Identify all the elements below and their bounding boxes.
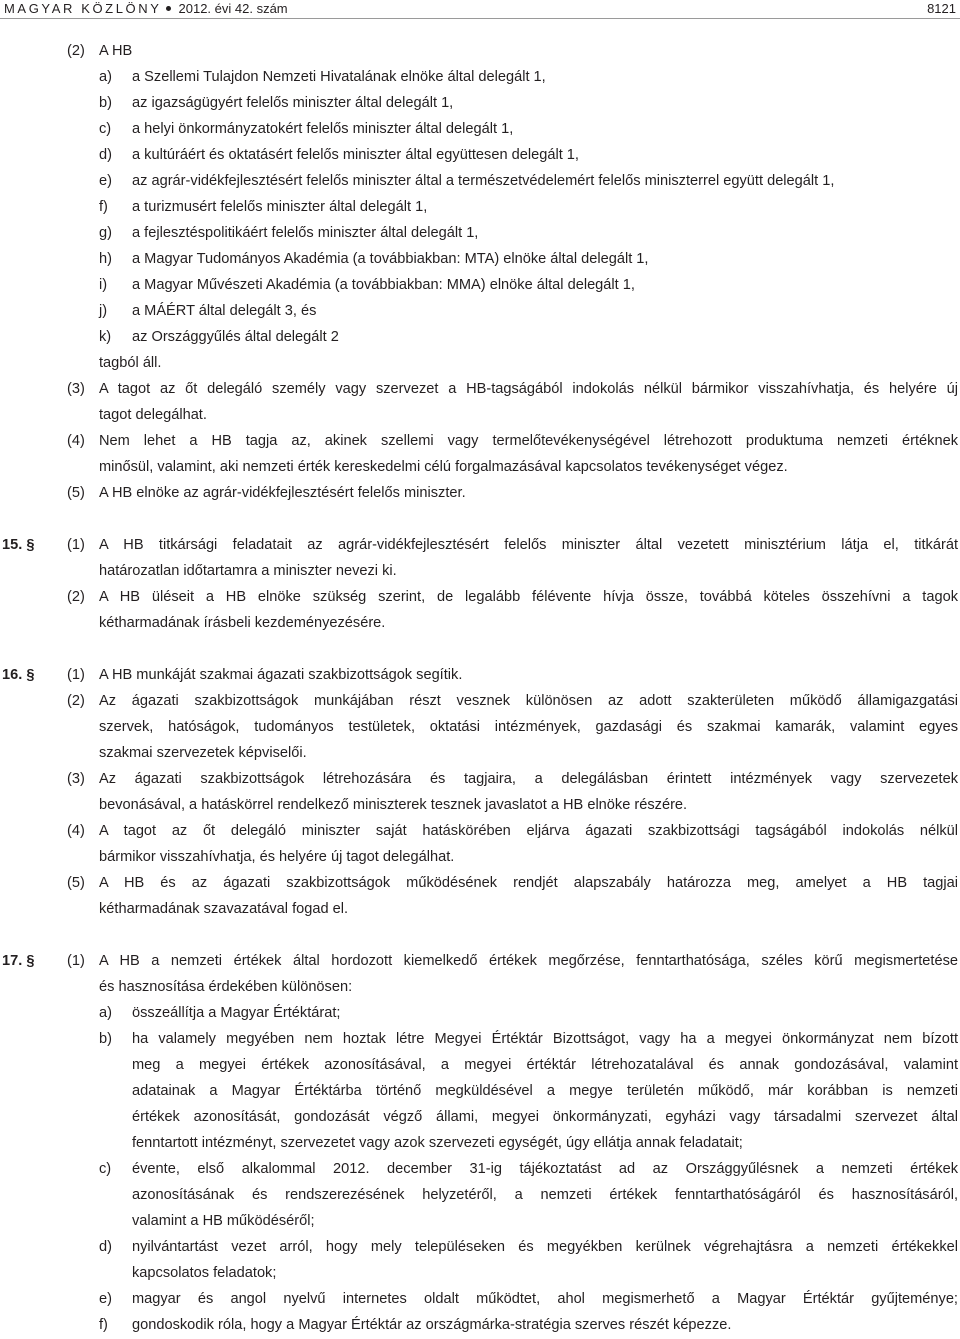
text-line bbox=[0, 1261, 960, 1287]
line-text: A tagot az őt delegáló miniszter saját hatáskörében eljárva ágazati szakbizottsági tagságából indokolás nélkül bbox=[99, 823, 958, 839]
line-text: azonosításának és rendszerezésének helyzetéről, a nemzeti értékek fenntarthatóságáról és hasznosításáról, bbox=[132, 1187, 958, 1203]
text-line bbox=[0, 65, 960, 91]
line-text: Az ágazati szakbizottságok munkájában részt vesznek különösen az adott szakterületen működő államigazgatási bbox=[99, 693, 958, 709]
item-letter: b) bbox=[99, 1031, 112, 1047]
line-text: A HB és az ágazati szakbizottságok működésének rendjét alapszabály határozza meg, amelyet a HB tagjai bbox=[99, 875, 958, 891]
item-letter: c) bbox=[99, 121, 112, 137]
line-text: a Magyar Tudományos Akadémia (a továbbiakban: MTA) elnöke által delegált 1, bbox=[132, 251, 649, 267]
text-line bbox=[0, 767, 960, 793]
line-text: Nem lehet a HB tagja az, akinek szellemi vagy termelőtevékenységével létrehozott produktuma nemzeti értéknek bbox=[99, 433, 958, 449]
paragraph-number: (2) bbox=[67, 43, 85, 59]
text-line bbox=[0, 897, 960, 923]
line-text: a kultúráért és oktatásért felelős miniszter által együttesen delegált 1, bbox=[132, 147, 579, 163]
issue-label: 2012. évi 42. szám bbox=[178, 1, 288, 16]
text-line bbox=[0, 221, 960, 247]
line-text: A HB elnöke az agrár-vidékfejlesztésért felelős miniszter. bbox=[99, 485, 466, 501]
text-line bbox=[0, 1027, 960, 1053]
text-line bbox=[0, 377, 960, 403]
paragraph-number: (4) bbox=[67, 433, 85, 449]
line-text: szakmai szervezetek képviselői. bbox=[99, 745, 307, 761]
item-letter: i) bbox=[99, 277, 108, 293]
text-line bbox=[0, 663, 960, 689]
line-text: kétharmadának szavazatával fogad el. bbox=[99, 901, 349, 917]
line-text: meg a megyei értékek azonosításával, a megyei értéktár létrehozatalával és annak gondozásával, valamint bbox=[132, 1057, 958, 1073]
paragraph-number: (4) bbox=[67, 823, 85, 839]
section-number: 17. § bbox=[2, 953, 35, 969]
item-letter: d) bbox=[99, 1239, 112, 1255]
line-text: a fejlesztéspolitikáért felelős miniszter által delegált 1, bbox=[132, 225, 479, 241]
line-text: ha valamely megyében nem hoztak létre Megyei Értéktár Bizottságot, vagy ha a megyei önkormányzat nem bízott bbox=[132, 1031, 958, 1047]
line-text: A HB a nemzeti értékek által hordozott kiemelkedő értékek megőrzése, fenntarthatósága, széles körű megismertetése bbox=[99, 953, 958, 969]
header-rule bbox=[0, 18, 960, 19]
item-letter: e) bbox=[99, 1291, 112, 1307]
item-letter: a) bbox=[99, 69, 112, 85]
text-line bbox=[0, 143, 960, 169]
running-header bbox=[0, 0, 960, 20]
section-number: 15. § bbox=[2, 537, 35, 553]
text-line bbox=[0, 689, 960, 715]
text-line bbox=[0, 533, 960, 559]
item-letter: f) bbox=[99, 199, 108, 215]
line-text: szervek, hatóságok, tudományos testületek, oktatási intézmények, gazdasági és szakmai kamarák, valamint egyes bbox=[99, 719, 958, 735]
text-line bbox=[0, 117, 960, 143]
text-line bbox=[0, 1157, 960, 1183]
text-line bbox=[0, 1235, 960, 1261]
text-line bbox=[0, 1313, 960, 1339]
text-line bbox=[0, 741, 960, 767]
line-text: a Magyar Művészeti Akadémia (a továbbiakban: MMA) elnöke által delegált 1, bbox=[132, 277, 635, 293]
item-letter: j) bbox=[99, 303, 108, 319]
line-text: bármikor visszahívhatja, és helyére új tagot delegálhat. bbox=[99, 849, 455, 865]
text-line bbox=[0, 91, 960, 117]
line-text: a helyi önkormányzatokért felelős miniszter által delegált 1, bbox=[132, 121, 514, 137]
line-text: az igazságügyért felelős miniszter által delegált 1, bbox=[132, 95, 454, 111]
text-line bbox=[0, 1105, 960, 1131]
line-text: magyar és angol nyelvű internetes oldalt működtet, ahol megismerhető a Magyar Értéktár gyűjteménye; bbox=[132, 1291, 958, 1307]
line-text: összeállítja a Magyar Értéktárat; bbox=[132, 1005, 341, 1021]
item-letter: h) bbox=[99, 251, 112, 267]
text-line bbox=[0, 455, 960, 481]
text-line bbox=[0, 273, 960, 299]
item-letter: f) bbox=[99, 1317, 108, 1333]
paragraph-number: (2) bbox=[67, 693, 85, 709]
paragraph-number: (1) bbox=[67, 667, 85, 683]
line-text: A tagot az őt delegáló személy vagy szervezet a HB-tagságából indokolás nélkül bármikor visszahívhatja, és helyére új bbox=[99, 381, 958, 397]
item-letter: g) bbox=[99, 225, 112, 241]
text-line bbox=[0, 585, 960, 611]
text-line bbox=[0, 715, 960, 741]
paragraph-number: (5) bbox=[67, 485, 85, 501]
text-line bbox=[0, 1287, 960, 1313]
text-line bbox=[0, 169, 960, 195]
text-line bbox=[0, 1079, 960, 1105]
line-text: kétharmadának írásbeli kezdeményezésére. bbox=[99, 615, 386, 631]
text-line bbox=[0, 975, 960, 1001]
text-line bbox=[0, 949, 960, 975]
line-text: gondoskodik róla, hogy a Magyar Értéktár az országmárka-stratégia szerves részét képezze. bbox=[132, 1317, 732, 1333]
item-letter: c) bbox=[99, 1161, 112, 1177]
paragraph-number: (2) bbox=[67, 589, 85, 605]
item-letter: e) bbox=[99, 173, 112, 189]
line-text: értékek azonosítását, gondozását végző állami, megyei önkormányzati, egyházi vagy társadalmi szervezet által bbox=[132, 1109, 958, 1125]
text-line bbox=[0, 195, 960, 221]
paragraph-number: (3) bbox=[67, 381, 85, 397]
text-line bbox=[0, 611, 960, 637]
text-line bbox=[0, 403, 960, 429]
line-text: valamint a HB működéséről; bbox=[132, 1213, 315, 1229]
text-line bbox=[0, 481, 960, 507]
text-line bbox=[0, 819, 960, 845]
paragraph-number: (3) bbox=[67, 771, 85, 787]
line-text: A HB titkársági feladatait az agrár-vidékfejlesztésért felelős miniszter által vezetett minisztérium látja el, titkárát bbox=[99, 537, 958, 553]
text-line bbox=[0, 39, 960, 65]
bullet-separator bbox=[166, 6, 171, 11]
text-line bbox=[0, 1053, 960, 1079]
line-text: határozatlan időtartamra a miniszter nevezi ki. bbox=[99, 563, 397, 579]
line-text: évente, első alkalommal 2012. december 31-ig tájékoztatást ad az Országgyűlésnek a nemzeti értékek bbox=[132, 1161, 958, 1177]
journal-name: MAGYAR KÖZLÖNY bbox=[4, 1, 162, 16]
line-text: adatainak a Magyar Értéktárba történő megküldésével a megye területén működő, már korábban is nemzeti bbox=[132, 1083, 958, 1099]
line-text: tagból áll. bbox=[99, 355, 162, 371]
line-text: és hasznosítása érdekében különösen: bbox=[99, 979, 353, 995]
text-line bbox=[0, 1131, 960, 1157]
item-letter: k) bbox=[99, 329, 112, 345]
item-letter: d) bbox=[99, 147, 112, 163]
line-text: tagot delegálhat. bbox=[99, 407, 207, 423]
item-letter: a) bbox=[99, 1005, 112, 1021]
text-line bbox=[0, 1183, 960, 1209]
line-text: Az ágazati szakbizottságok létrehozására és tagjaira, a delegálásban érintett intézmények vagy szervezetek bbox=[99, 771, 958, 787]
line-text: a MÁÉRT által delegált 3, és bbox=[132, 303, 317, 319]
line-text: az Országgyűlés által delegált 2 bbox=[132, 329, 339, 345]
line-text: minősül, valamint, aki nemzeti érték kereskedelmi célú forgalmazásával kapcsolatos tevékenységet végez. bbox=[99, 459, 788, 475]
section-number: 16. § bbox=[2, 667, 35, 683]
text-line bbox=[0, 247, 960, 273]
text-line bbox=[0, 351, 960, 377]
line-text: A HB üléseit a HB elnöke szükség szerint, de legalább félévente hívja össze, továbbá köteles összehívni a tagok bbox=[99, 589, 958, 605]
line-text: A HB bbox=[99, 43, 133, 59]
text-line bbox=[0, 325, 960, 351]
line-text: a turizmusért felelős miniszter által delegált 1, bbox=[132, 199, 428, 215]
item-letter: b) bbox=[99, 95, 112, 111]
line-text: A HB munkáját szakmai ágazati szakbizottságok segítik. bbox=[99, 667, 463, 683]
line-text: bevonásával, a hatáskörrel rendelkező miniszterek tesznek javaslatot a HB elnöke részére. bbox=[99, 797, 688, 813]
text-line bbox=[0, 429, 960, 455]
text-line bbox=[0, 793, 960, 819]
page-number: 8121 bbox=[927, 1, 956, 16]
line-text: kapcsolatos feladatok; bbox=[132, 1265, 277, 1281]
line-text: az agrár-vidékfejlesztésért felelős miniszter által a természetvédelemért felelős miniszterrel együtt delegált 1, bbox=[132, 173, 835, 189]
line-text: a Szellemi Tulajdon Nemzeti Hivatalának elnöke által delegált 1, bbox=[132, 69, 546, 85]
text-line bbox=[0, 299, 960, 325]
line-text: fenntartott intézményt, szervezetet vagy azok szervezeti egységét, úgy ellátja annak feladatait; bbox=[132, 1135, 743, 1151]
paragraph-number: (1) bbox=[67, 537, 85, 553]
text-line bbox=[0, 1209, 960, 1235]
text-line bbox=[0, 871, 960, 897]
text-line bbox=[0, 559, 960, 585]
line-text: nyilvántartást vezet arról, hogy mely településeken és megyékben kerülnek végrehajtásra a nemzeti értékekkel bbox=[132, 1239, 958, 1255]
paragraph-number: (5) bbox=[67, 875, 85, 891]
text-line bbox=[0, 1001, 960, 1027]
paragraph-number: (1) bbox=[67, 953, 85, 969]
text-line bbox=[0, 845, 960, 871]
